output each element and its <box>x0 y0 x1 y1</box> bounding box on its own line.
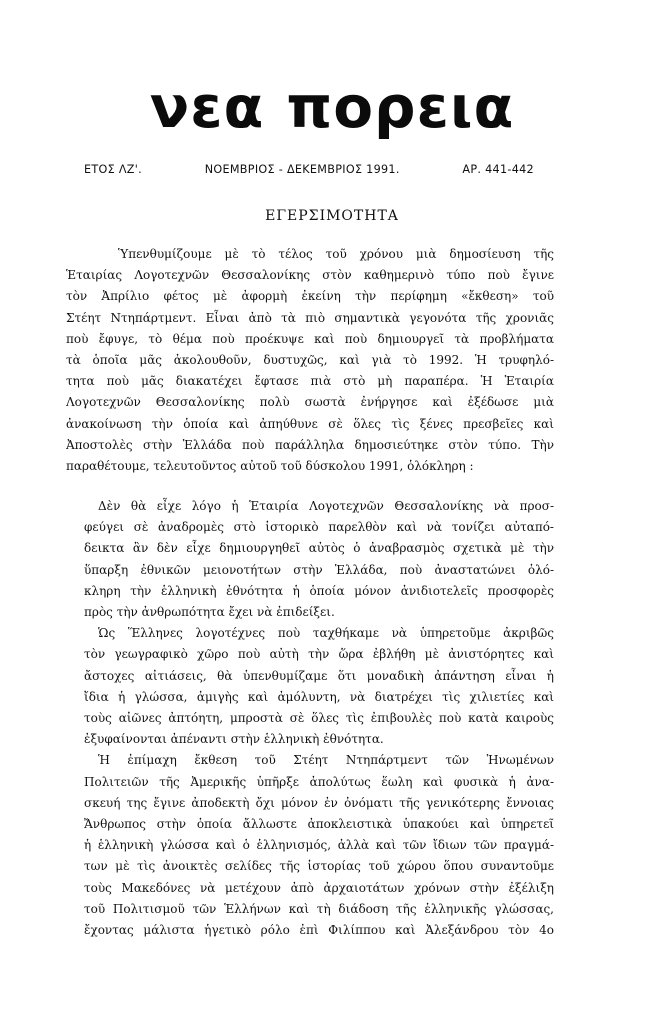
quote-line: ἔχοντας μάλιστα ἡγετικὸ ρόλο ἐπὶ Φιλίππου καὶ Ἀλεξάνδρου τὸν 4ο <box>84 923 554 938</box>
quote-line: ἐξυφαίνονται ἀπέναντι στὴν ἑλληνικὴ ἐθνότητα. <box>84 732 384 747</box>
issue-line <box>84 163 534 176</box>
quote-line: κληρη τὴν ἑλληνικὴ ἐθνότητα ἡ ὁποία μόνον ἀνιδιοτελεῖς προσφορὲς <box>84 583 554 598</box>
quote-line: Ἄνθρωπος στὴν ὁποία ἄλλωστε ἀποκλειστικὰ ὑπακούει καὶ ὑπηρετεῖ <box>84 817 554 832</box>
quote-paragraph <box>84 750 554 941</box>
quote-line: ὕπαρξη ἐθνικῶν μειονοτήτων στὴν Ἑλλάδα, ποὺ ἀναστατώνει ὁλό- <box>84 562 554 577</box>
quote-line: ἄστοχες αἰτιάσεις, θὰ ὑπενθυμίζαμε ὅτι μοναδικὴ ἀπάντηση εἶναι ἡ <box>84 668 554 683</box>
intro-line: Στέητ Ντηπάρτμεντ. Εἶναι ἀπὸ τὰ πιὸ σημαντικὰ γεγονότα τῆς χρονιᾶς <box>66 310 554 325</box>
intro-line: Ἀποστολὲς στὴν Ἑλλάδα ποὺ παράλληλα δημοσιεύτηκε στὸν τύπο. Τὴν <box>66 437 554 452</box>
intro-line: τὰ ὁποῖα μᾶς ἀκολουθοῦν, δυστυχῶς, καὶ γιὰ τὸ 1992. Ἡ τρυφηλό- <box>66 353 554 368</box>
quote-line: Ὡς Ἕλληνες λογοτέχνες ποὺ ταχθήκαμε νὰ ὑπηρετοῦμε ἀκριβῶς <box>98 626 554 641</box>
masthead-word-2: πορεια <box>286 73 515 141</box>
quote-line: πρὸς τὴν ἀνθρωπότητα ἔχει νὰ ἐπιδείξει. <box>84 605 335 620</box>
intro-line: παραθέτουμε, τελευτοῦντος αὐτοῦ τοῦ δύσκολου 1991, ὁλόκληρη : <box>66 459 474 474</box>
quote-line: Δὲν θὰ εἶχε λόγο ἡ Ἑταιρία Λογοτεχνῶν Θεσσαλονίκης νὰ προσ- <box>98 499 554 513</box>
quote-line: των μὲ τὶς ἀνοικτὲς σελίδες τῆς ἱστορίας τοῦ χώρου ὅπου συναντοῦμε <box>84 859 554 874</box>
quote-line: ἡ ἑλληνικὴ γλώσσα καὶ ὁ ἑλληνισμός, ἀλλὰ καὶ τῶν ἴδιων τῶν πραγμά- <box>84 838 554 853</box>
quote-line: ἴδια ἡ γλώσσα, ἀμιγὴς καὶ ἀμόλυντη, νὰ διατρέχει τὶς χιλιετίες καὶ <box>84 689 554 704</box>
intro-line: ἀνακοίνωση τὴν ὁποία καὶ ἀπηύθυνε σὲ ὅλες τὶς ξένες πρεσβεῖες καὶ <box>66 416 554 431</box>
quote-paragraph <box>84 623 554 750</box>
quote-line: τοὺς Μακεδόνες νὰ μετέχουν ἀπὸ ἀρχαιοτάτων χρόνων στὴν ἐξέλιξη <box>84 880 554 895</box>
intro-line: Ἑταιρίας Λογοτεχνῶν Θεσσαλονίκης στὸν καθημερινὸ τύπο ποὺ ἔγινε <box>66 268 554 283</box>
intro-line: τὸν Ἀπρίλιο φέτος μὲ ἀφορμὴ ἐκείνη τὴν περίφημη «ἔκθεση» τοῦ <box>66 289 554 304</box>
issue-months: ΝΟΕΜΒΡΙΟΣ - ΔΕΚΕΜΒΡΙΟΣ 1991. <box>204 163 400 176</box>
intro-line: Λογοτεχνῶν Θεσσαλονίκης πολὺ σωστὰ ἐνήργησε καὶ ἐξέδωσε μιὰ <box>66 395 554 410</box>
quoted-announcement <box>84 496 554 941</box>
quote-line: τοὺς αἰῶνες ἀπτόητη, μπροστὰ σὲ ὅλες τὶς ἐπιβουλὲς ποὺ κατὰ καιροὺς <box>84 711 554 726</box>
quote-paragraph <box>84 496 554 623</box>
quote-line: Πολιτειῶν τῆς Ἀμερικῆς ὑπῆρξε ἀπολύτως ἕωλη καὶ φυσικὰ ἡ ἀνα- <box>84 774 554 789</box>
quote-line: Ἡ ἐπίμαχη ἔκθεση τοῦ Στέητ Ντηπάρτμεντ τῶν Ἡνωμένων <box>98 753 554 768</box>
section-title: ΕΓΕΡΣΙΜΟΤΗΤΑ <box>265 208 399 224</box>
intro-line: Ὑπενθυμίζουμε μὲ τὸ τέλος τοῦ χρόνου μιὰ δημοσίευση τῆς <box>118 247 554 261</box>
issue-year: ΕΤΟΣ ΛΖ'. <box>84 163 142 176</box>
quote-line: δεικτα ἂν δὲν εἶχε δημιουργηθεῖ αὐτὸς ὁ ἀναβρασμὸς σχετικὰ μὲ τὴν <box>84 541 554 556</box>
quote-line: σκευή της ἔγινε ἀποδεκτὴ ὄχι μόνον ἐν ὀνόματι τῆς γενικότερης ἔννοιας <box>84 795 554 810</box>
masthead-word-1: νεα <box>149 73 265 141</box>
quote-line: τὸν γεωγραφικὸ χῶρο ποὺ αὐτὴ τὴν ὥρα ἐβλήθη μὲ ἀνιστόρητες καὶ <box>84 647 554 662</box>
intro-paragraph <box>66 244 554 477</box>
masthead-title <box>0 73 664 141</box>
intro-line: ποὺ ἔφυγε, τὸ θέμα ποὺ προέκυψε καὶ ποὺ δημιουργεῖ τὰ προβλήματα <box>66 331 554 346</box>
intro-line: τητα ποὺ μᾶς διακατέχει ἔφτασε πιὰ στὸ μὴ παραπέρα. Ἡ Ἑταιρία <box>66 374 554 389</box>
quote-line: τοῦ Πολιτισμοῦ τῶν Ἑλλήνων καὶ τὴ διάδοση τῆς ἑλληνικῆς γλώσσας, <box>84 901 554 916</box>
quote-line: φεύγει σὲ ἀναδρομὲς στὸ ἱστορικὸ παρελθὸν καὶ νὰ τονίζει αὐταπό- <box>84 520 554 535</box>
issue-number: ΑΡ. 441-442 <box>462 163 534 176</box>
